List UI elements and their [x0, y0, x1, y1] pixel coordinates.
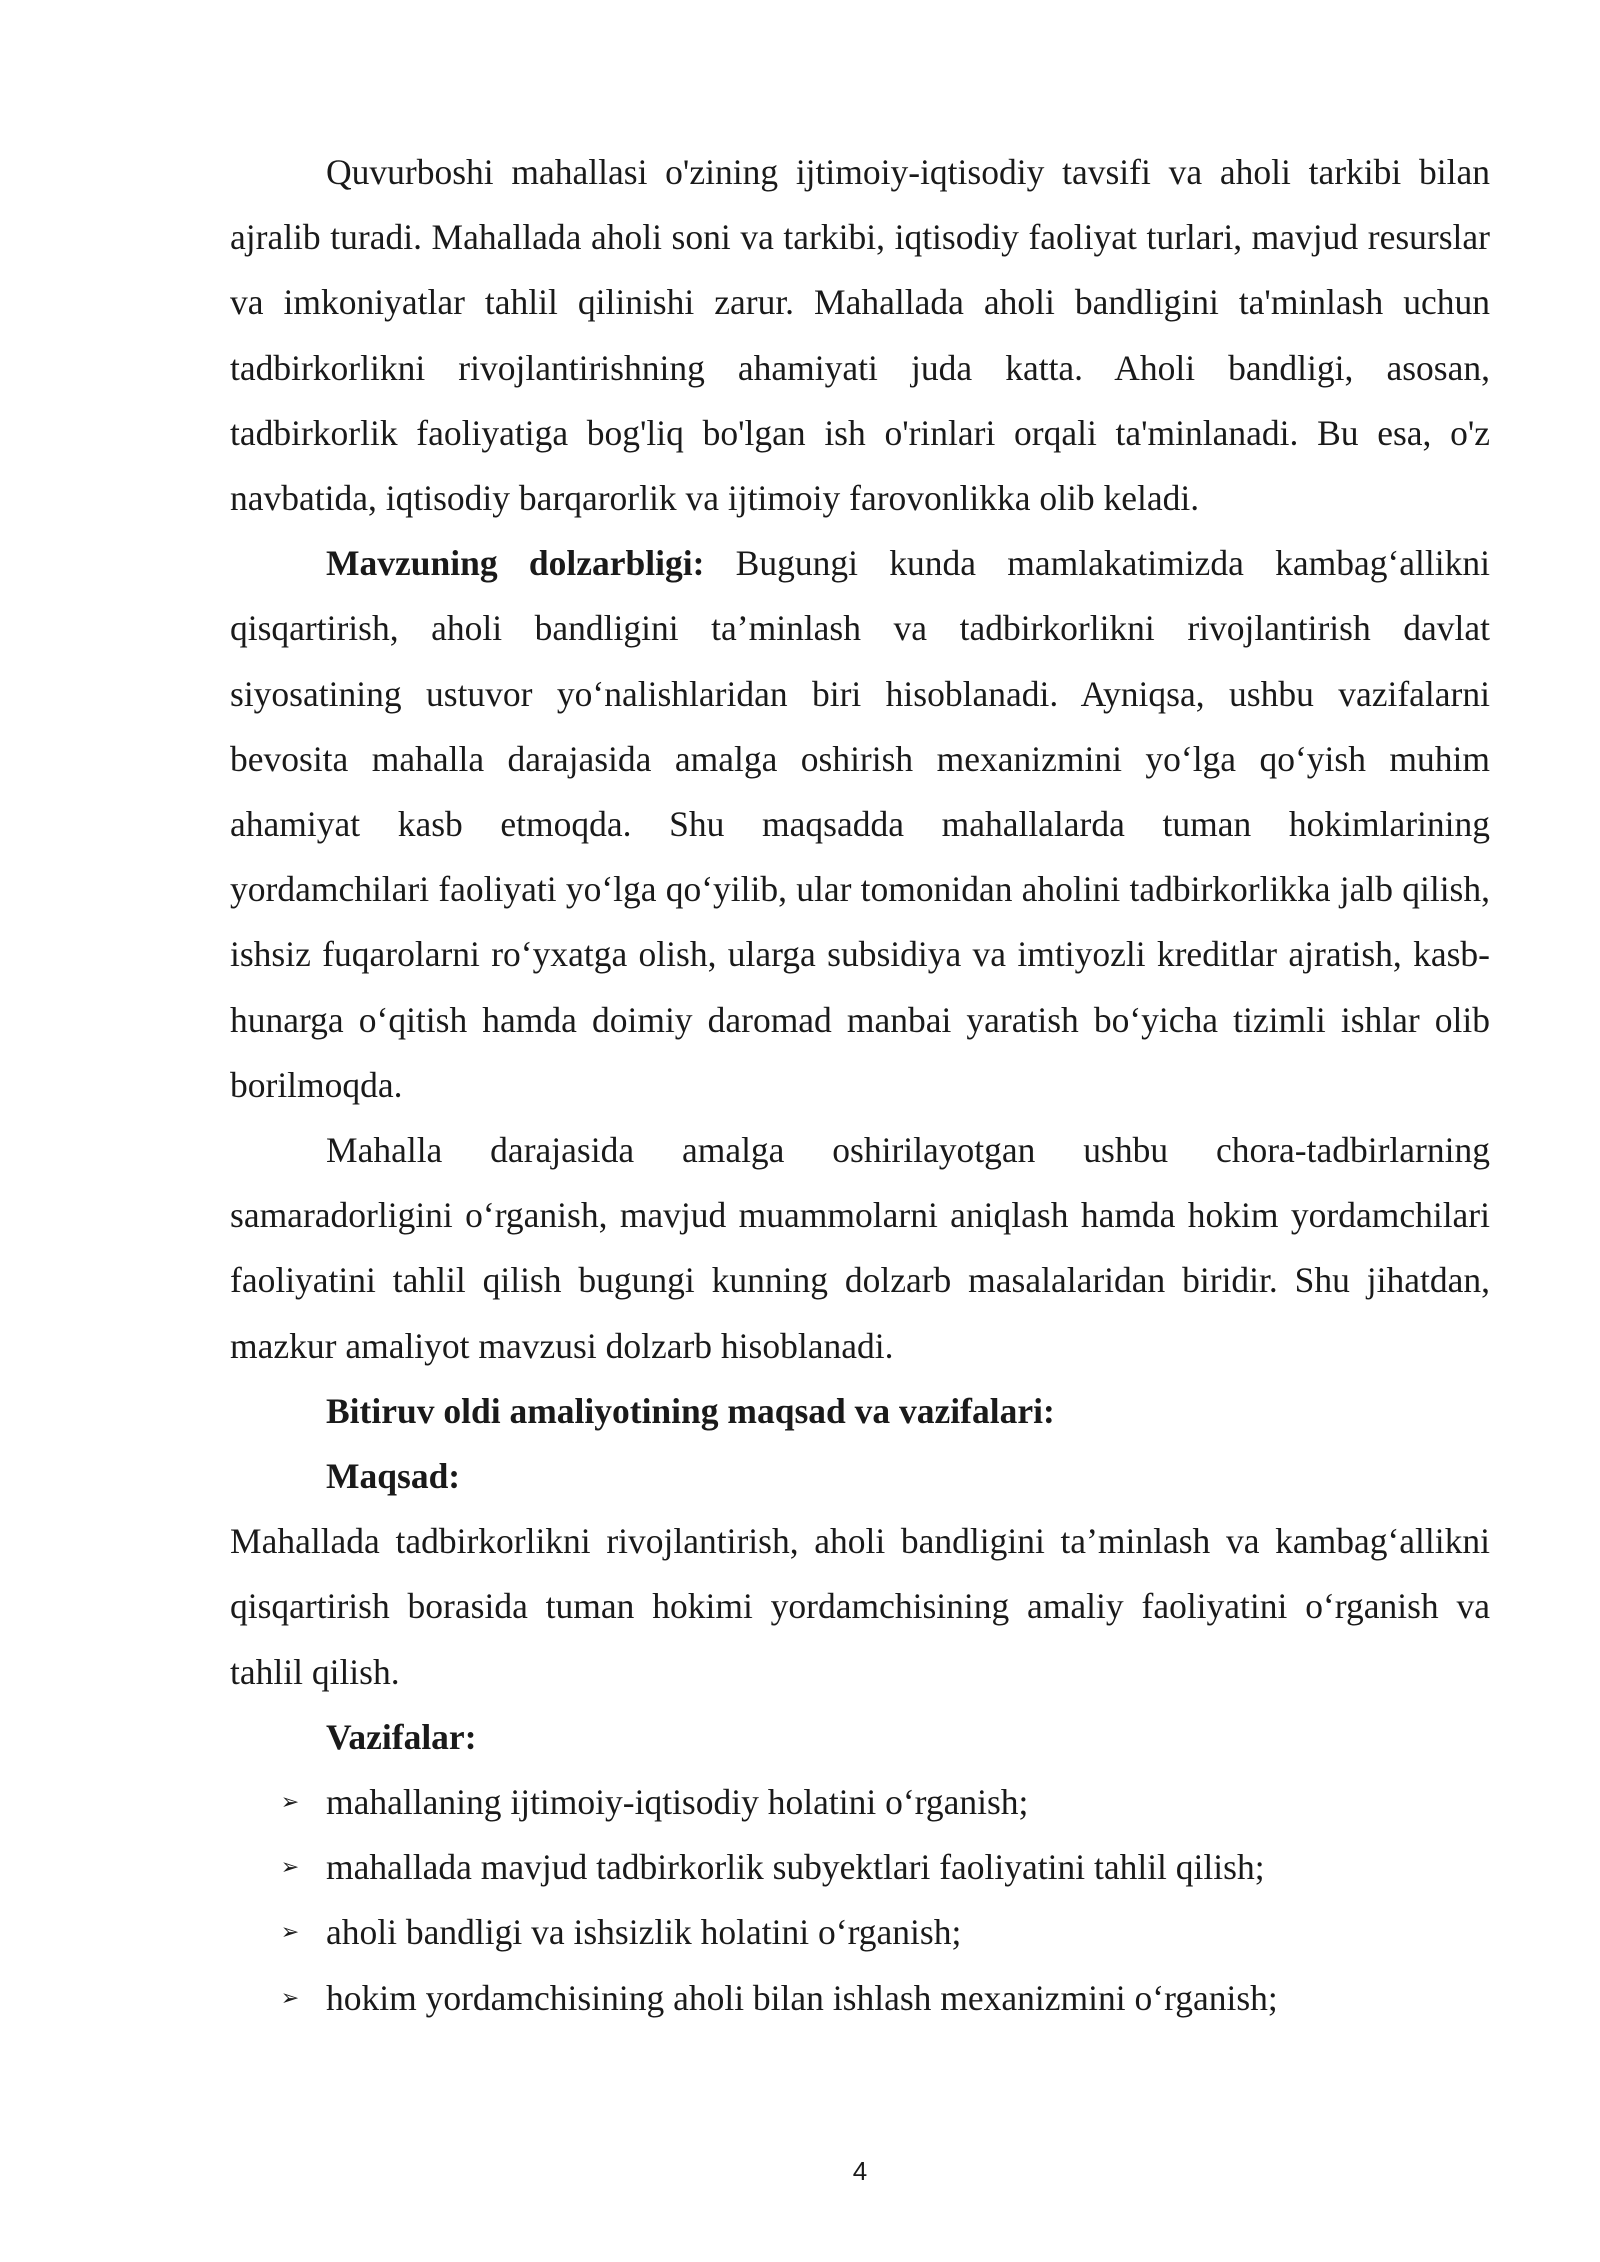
- list-item: [230, 1770, 1490, 1835]
- aim-heading: Maqsad:: [326, 1456, 461, 1497]
- paragraph-relevance: [230, 531, 1490, 1118]
- goals-heading: Bitiruv oldi amaliyotining maqsad va vazifalari:: [326, 1390, 1055, 1431]
- task-text: mahallaning ijtimoiy-iqtisodiy holatini o‘rganish;: [326, 1782, 1029, 1823]
- task-text: aholi bandligi va ishsizlik holatini o‘rganish;: [326, 1912, 962, 1953]
- page-number: 4: [852, 2156, 868, 2186]
- arrowhead-bullet-icon: ➢: [280, 1985, 300, 2011]
- relevance-text: Bugungi kunda mamlakatimizda kambag‘allikni qisqartirish, aholi bandligini ta’minlash va tadbirkorlikni rivojlantirish davlat siyosatining ustuvor yo‘nalishlaridan biri hisoblanadi. Ayniqsa, ushbu vazifalarni bevosita mahalla darajasida amalga oshirish mexanizmini yo‘lga qo‘yish muhim ahamiyat kasb etmoqda. Shu maqsadda mahallalarda tuman hokimlarining yordamchilari faoliyati yo‘lga qo‘yilib, ular tomonidan aholini tadbirkorlikka jalb qilish, ishsiz fuqarolarni ro‘yxatga olish, ularga subsidiya va imtiyozli kreditlar ajratish, kasb-hunarga o‘qitish hamda doimiy daromad manbai yaratish bo‘yicha tizimli ishlar olib borilmoqda.: [230, 543, 1490, 1105]
- arrowhead-bullet-icon: ➢: [280, 1920, 300, 1946]
- document-page: [230, 140, 1490, 2031]
- relevance-label: Mavzuning dolzarbligi:: [326, 543, 705, 584]
- arrowhead-bullet-icon: ➢: [280, 1855, 300, 1881]
- task-text: hokim yordamchisining aholi bilan ishlash mexanizmini o‘rganish;: [326, 1977, 1278, 2018]
- list-item: [230, 1966, 1490, 2031]
- tasks-heading: Vazifalar:: [326, 1716, 477, 1757]
- tasks-list: [230, 1770, 1490, 2031]
- aim-text: Mahallada tadbirkorlikni rivojlantirish, aholi bandligini ta’minlash va kambag‘allikni qisqartirish borasida tuman hokimi yordamchisining amaliy faoliyatini o‘rganish va tahlil qilish.: [230, 1521, 1490, 1692]
- paragraph-intro: Quvurboshi mahallasi o'zining ijtimoiy-iqtisodiy tavsifi va aholi tarkibi bilan ajralib turadi. Mahallada aholi soni va tarkibi, iqtisodiy faoliyat turlari, mavjud resurslar va imkoniyatlar tahlil qilinishi zarur. Mahallada aholi bandligini ta'minlash uchun tadbirkorlikni rivojlantirishning ahamiyati juda katta. Aholi bandligi, asosan, tadbirkorlik faoliyatiga bog'liq bo'lgan ish o'rinlari orqali ta'minlanadi. Bu esa, o'z navbatida, iqtisodiy barqarorlik va ijtimoiy farovonlikka olib keladi.: [230, 152, 1490, 519]
- arrowhead-bullet-icon: ➢: [280, 1790, 300, 1816]
- list-item: [230, 1900, 1490, 1965]
- list-item: [230, 1835, 1490, 1900]
- paragraph-significance: Mahalla darajasida amalga oshirilayotgan ushbu chora-tadbirlarning samaradorligini o‘rganish, mavjud muammolarni aniqlash hamda hokim yordamchilari faoliyatini tahlil qilish bugungi kunning dolzarb masalalaridan biridir. Shu jihatdan, mazkur amaliyot mavzusi dolzarb hisoblanadi.: [230, 1130, 1490, 1366]
- task-text: mahallada mavjud tadbirkorlik subyektlari faoliyatini tahlil qilish;: [326, 1847, 1265, 1888]
